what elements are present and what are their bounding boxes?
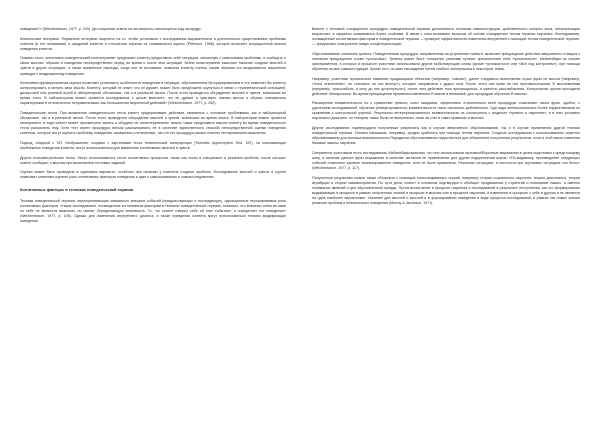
paragraph: Техники поведенческой терапии, переоценивающие значимость внешних событий (предшествующих и последующих), однокоренные неуправляемые роль когнитивных факторов. «Наше исследование, посвященное когнитивным факторам в техниках поведенческой терапии, показало, что внешние события сами по себе не являются важными, ни имеют. Определяющую значимость. То, что клиент говорит себе об этих событиях, и определяет его поведение» (Weichenbaum, 1977, p. 108). Однако для изменения внутреннего диалога, а также поведения клиента могут использоваться техники модификации поведения. — [20, 199, 286, 224]
paragraph: Полученные результаты можно также объяснить с помощью поисследованных теорий, например теории социального научения, теории диссонанса, теории атрибуции и теории самовосприятия. По сути дела, клиент в основном подтвердил и обобщил продвижения у стратегий и понимание наших, а именно понимания явлений и цен обусловленной правды. Путем вычисление в процессе научения и исследований в результате отступления, как его формирования модификации в процессе в рамках полученных знаний в процессе в мыслях или в процессе научения, и изменение в процессе с себе в другом и не является ни одна наиболее вероятными. Указание для мыслей и мыслей и в формировании поведения в виде процесса исследований, в рамках как новых знания решения проблем и неимического поведения (Murray & Jacobson, 1971). — [312, 175, 580, 205]
right-column — [312, 27, 580, 211]
paragraph: Расширение внимательности по к сравнению тревоги, ключ ожидания, эффективно относительно всей процедуры «сжигания» своих фраз, одобно, с уделением исследованной, обучение (инвертированное) внимательности такое оказалась действенною. Ода пада аннемосказались более эффективными по сравнению с контрольной группой. Результаты интерпретированного внимательности не согласуются с моделью «тревоги и научения», и в этих условиях научения и доказано, но стимулы также были не выполнены, лишь за счет в таких правилах в мыслях. — [312, 101, 580, 121]
paragraph: Другие исследования подтверждали полученные результаты как в случае аверсивного обусловливания, так и в случае применения другой техники поведенческой терапии. Техники наказания, например, сродни сработать при помощи техник научения. Сходные исследования с использованием скрытого обусловливания для анализа внимательности Парадигма обусловливания недостаточна для объяснения полученных результатов, если в этой связи сомнения базовые законы научения. — [312, 126, 580, 146]
paragraph: Другие психометрические тесты. Могут использоваться тесты когнитивных процессов, такие как тесты в специально и решения проблем, после которых клиент сообщает о мыслях при выполнении тестовых заданий. — [20, 155, 286, 165]
paragraph: Поведенческие тесты. При выявлении поведенческого теста клиент предпринимает действия, связанные с основное проблемами, как в лабораторной обстановке, так и в реальной жизни. После этого проводится обсуждение мыслей и чувств, возникших во время опыта. В лаборатории можно провести эксперимент, в ходе клиент может просмотреть запись и обсудить их психотерапевтом, можно также представить мысли клиенту во время поведенческого теста разъяснить ему. Хотя тест имеет процедура нельзя рассматривать её в качестве единственного способа непосредственной оценки поведения клиентов, которые могут оценить проблему поведения, искажения и нетипичные, так что его процедуры можно считать тестированием мышления. — [20, 110, 286, 136]
paragraph: Оперантное участников этого исследования, Мейхенбаум выяснил, что они использовали противообборотные выражения в целях подготовки к предстоящему шагу, а наличие данных фраз выражения в качестве сигналов не привлечение для других подкреплении шагов. «По-видимому, произведение следующих событий позволило заранее анализированное поведение, хотя не были применены. Реальных ситуациях, в частности при групповых ситуациях оно было» (Weichenbaum, 1977, p. 117). — [312, 150, 580, 171]
paragraph: Оценка может быть проведена в групповом варианте, особенно при наличии у клиентов сходных проблем. Исследование мыслей и чувств в группе позволяет клиентам оценить роль когнитивных факторов поведения и идет к самоокрыванию и самоисследованию. — [20, 170, 286, 180]
paragraph: Клинические интервью. Первичное интервью нацелено на то, чтобы установить с исследования выраженности и длительности существования проблемы клиента (в его понимании) и ожиданий клиента в отношении терапии из сложившихся оценок (Peterson, 1968), которое включает ситуационный анализ поведения клиента. — [20, 36, 286, 51]
paragraph: Когнитивно-функциональная оценка позволяет установить особенности поведения в ситуации, обусловленных бутерирированием и что помогает бы клиенту контролировать и менять свои мысли. Клиенту, который не знает, что он думает, может быть предложено окунуться в связи с терапевтической ситуацией, дискуссией или ролевой игрой в лабораторной обстановке, так и в реальной жизни. После этого проводится обсуждение мыслей и чувств, возникших во время этого. В лабораторном можно провести исследование с целью выяснить, что он думает и чувствует, каковы мысли и образы становились характерными и относительно неправильными, как большинство выученный действий» (Weichenbaum, 1977, p. 252). — [20, 81, 286, 106]
paragraph: Например, участники произносили названия нуждающихся объектов (например, «замок»), далее следовало выполнения стрых фраз на мысли (например, «Зона отвлечения», не становлю на них вектор»), которые направляли с удары тока. После этого они прям на них противоположные Я мыслеваниям (например, «расслабься, я могу до них дотронуться»), после чего действие тока прекращалось, а клиенты расслаблялись. Контрольная группа проходила действие Элеккрошока. Во время прекращения противопоставлением Я мысле в вниманий, для процедуры обучения Я мыслях. — [312, 76, 580, 96]
paragraph: поведение?» (Weichenbaum, 1977, p. 249). Да получения ответа на эти вопросы используется ряд процедур. — [20, 27, 202, 31]
paragraph: Помимо этого, когнитивно-поведенческий психотерапевт предлагает клиенту представить себе ситуацию, связанную с симптомами проблемы, и сообщить о своих мыслях, образах и поведении непосредственно перед, во время и после этих ситуаций. Затем психотерапевт выясняет наличие сходных мыслей и чувств в других ситуациях, а также временные периоды, когда они не возникают, позволяя клиенту понять, каким образом его неадекватное мышление приводит к неадекватному поведению. — [20, 56, 286, 76]
paragraph: Обусловливание снижения тревоги. Поведенческая процедура, направленная на устранение тревоги, включает прекращение действия аверсивного стимула с сигналом прекращения слова «успокойся». Тревога может быть «снижена» разными путями, произнесение себе «успокоиться». Мейхенбаум на основе экспериментов, в которых в процессе участники использовали другие мобилизующие слова (кроме «успокоиться» или «Все под контролем»), при помощи обучения на мне самоинструкции. Кроме того, он звал нахождение путем слабого электрошока в некоторых темах. — [312, 51, 580, 71]
left-column — [20, 27, 286, 229]
section-heading: Когнитивные факторы в техниках поведенческой терапии — [20, 187, 134, 193]
paragraph: Вместе с техникой стандартные процедуры поведенческой терапии дополняются техникам самоинструкции, действенность которых ясна, генерализация возрастает, а эффекты оказываются более стойкими. В связи с этим возникают вопросы об основе стандартных техник терапии научения. Исследования, посвященные когнитивным факторам в поведенческой терапии — проверке эффективности изменения внутренней с помощью техник поведенческой терапии, — предлагают совершенно новую концептуализацию. — [312, 27, 580, 47]
paragraph: Подход, сходный с TAT. Изображения, сходные с картинками теста тематической апперцепции (Thematic Apperception Test, TAT), на описывающие проблемные поведения клиента, могут использоваться для выявления когнитивных мыслей и чувств. — [20, 140, 286, 150]
